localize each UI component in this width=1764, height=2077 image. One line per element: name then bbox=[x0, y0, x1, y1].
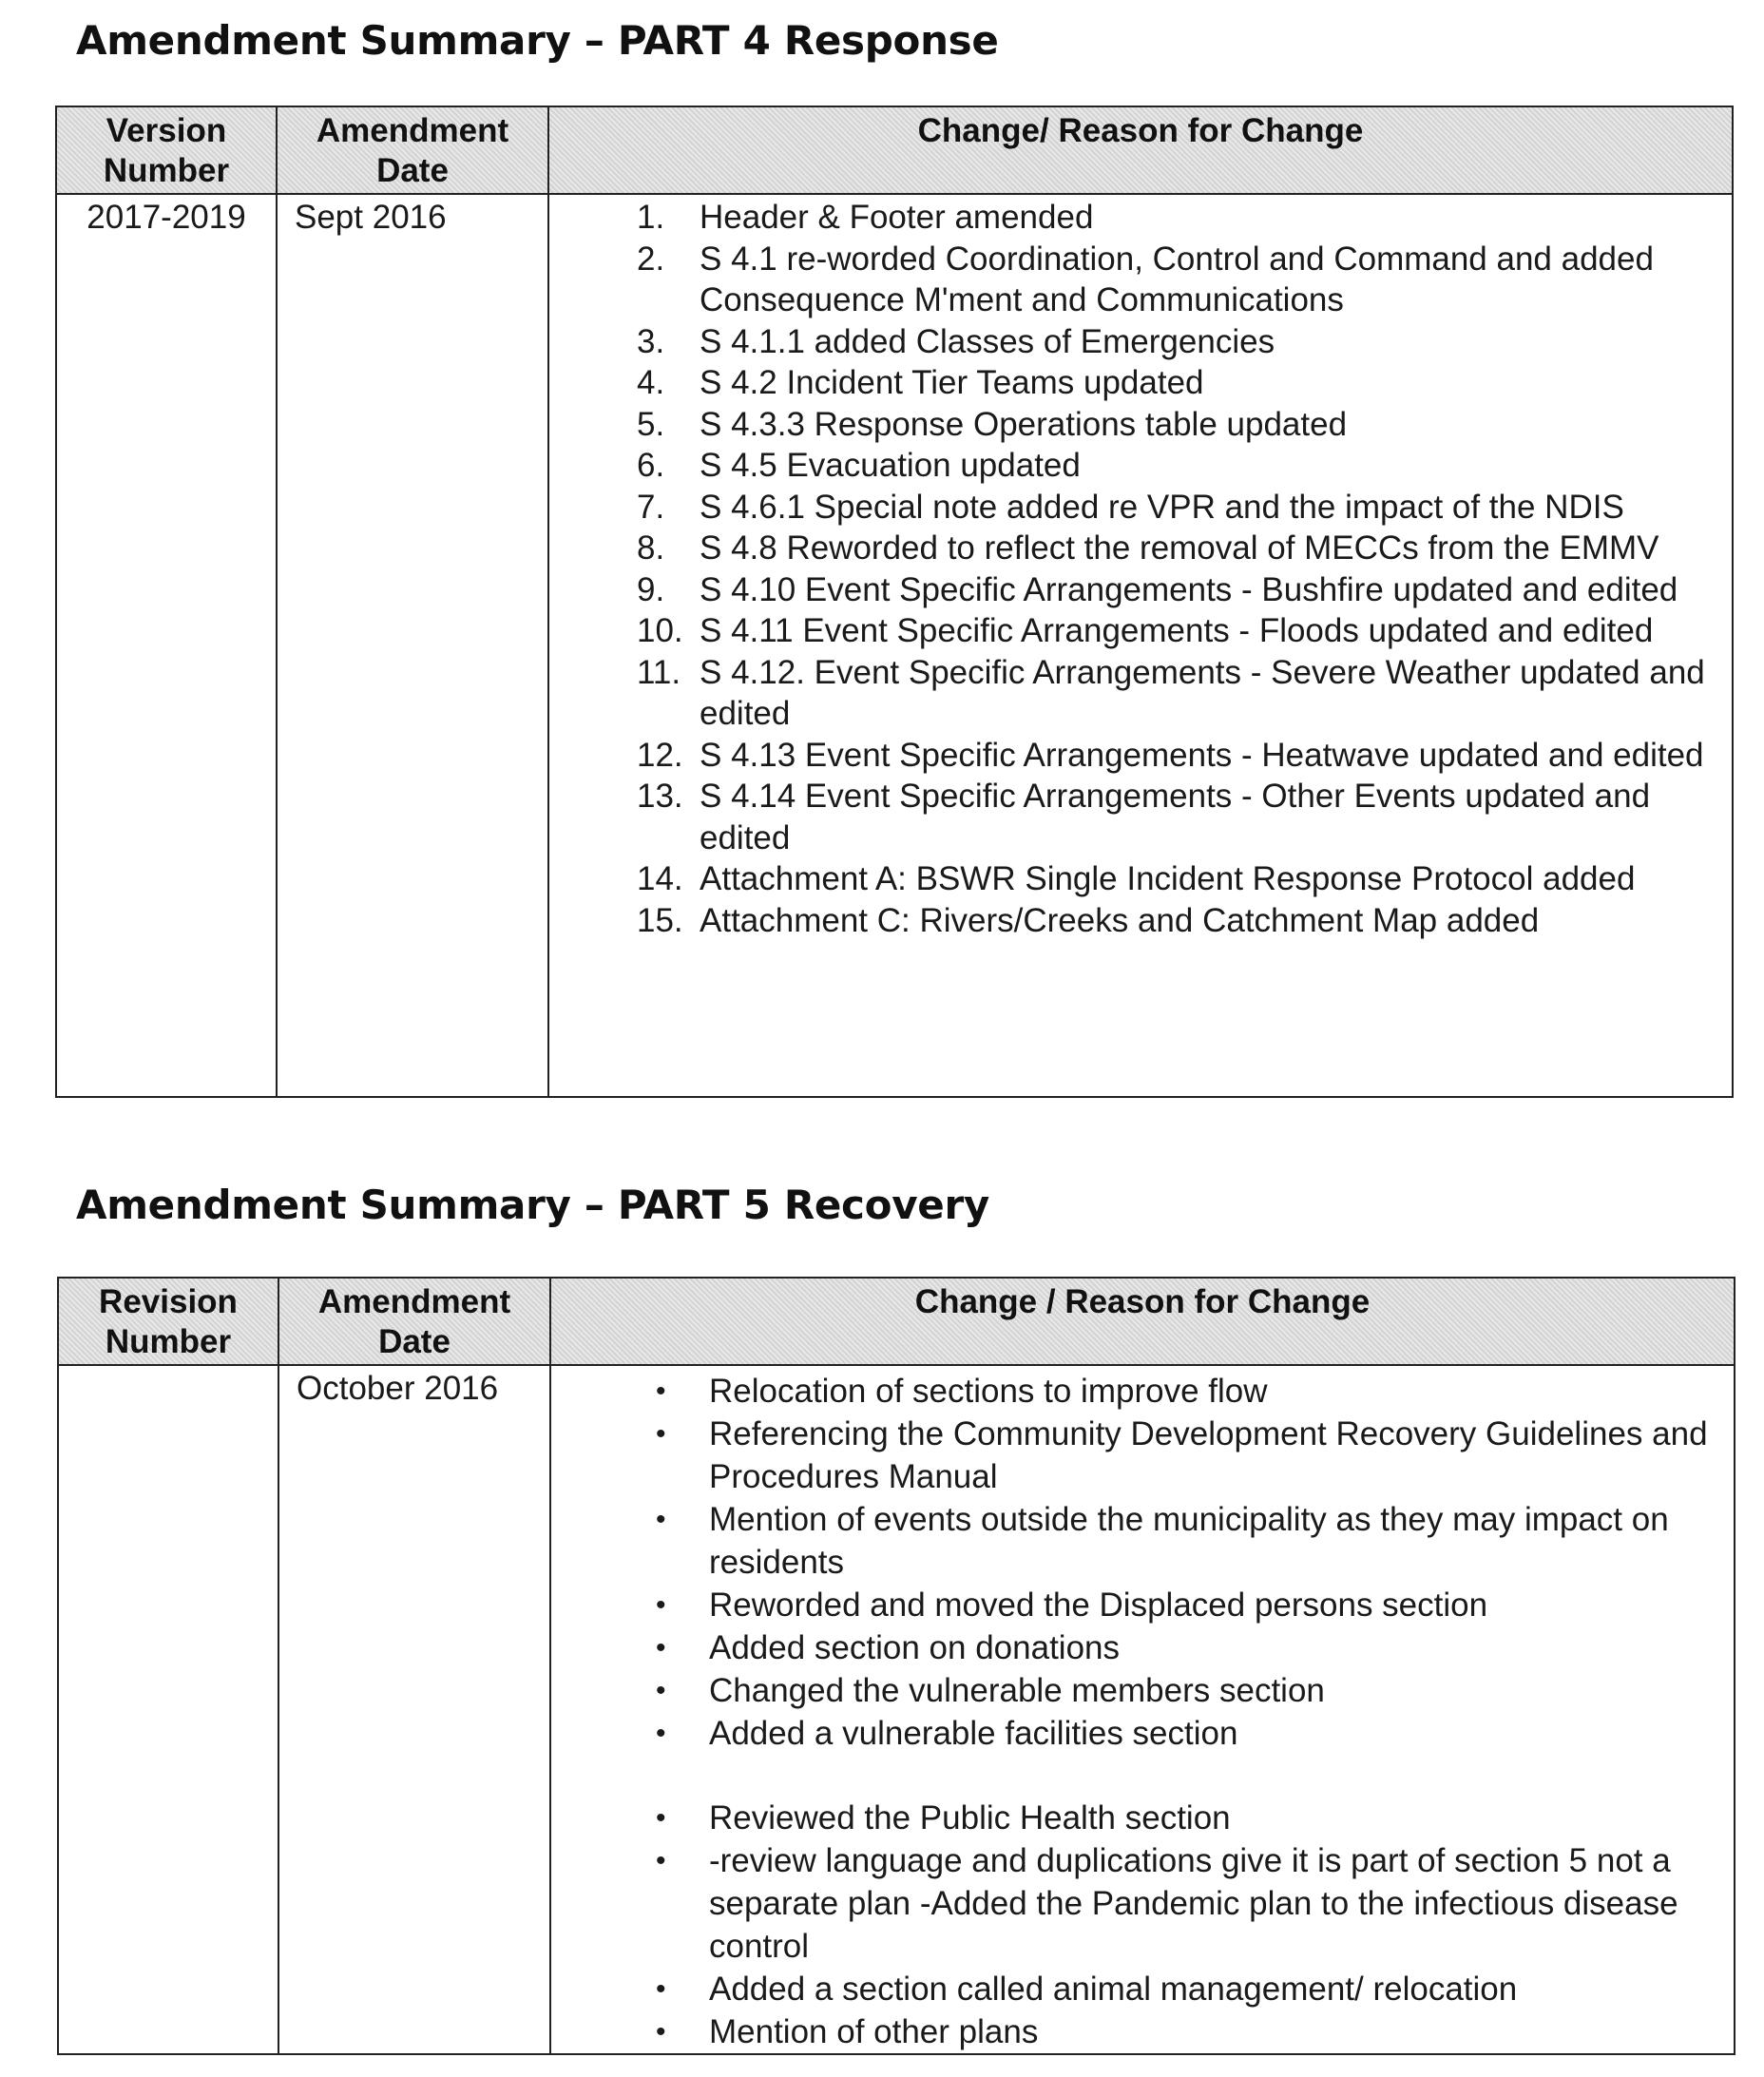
bullet-icon: • bbox=[656, 1973, 666, 2005]
list-item-number: 4. bbox=[637, 364, 665, 401]
part5-amendment-table bbox=[57, 1277, 1735, 2055]
part4-change-text: S 4.1.1 added Classes of Emergencies bbox=[700, 322, 1275, 360]
list-item-number: 7. bbox=[637, 488, 665, 526]
part4-data-row bbox=[56, 194, 1733, 1097]
part4-change-text: S 4.3.3 Response Operations table updated bbox=[700, 405, 1348, 443]
list-item-number: 3. bbox=[637, 322, 665, 360]
part4-change-item bbox=[637, 445, 1722, 487]
part5-change-item bbox=[656, 1413, 1724, 1498]
part4-change-item bbox=[637, 404, 1722, 446]
part4-change-item bbox=[637, 362, 1722, 404]
part5-header-change: Change / Reason for Change bbox=[550, 1278, 1735, 1365]
part4-change-item bbox=[637, 652, 1722, 735]
bullet-icon: • bbox=[656, 1504, 666, 1535]
part5-change-item bbox=[656, 1968, 1724, 2010]
list-item-number: 8. bbox=[637, 529, 665, 567]
part4-change-item bbox=[637, 321, 1722, 363]
part4-title: Amendment Summary – PART 4 Response bbox=[76, 17, 999, 64]
part5-change-text: Added a vulnerable facilities section bbox=[709, 1715, 1238, 1752]
part5-change-text: Reviewed the Public Health section bbox=[709, 1799, 1231, 1837]
part5-change-text: Mention of events outside the municipality as they may impact on residents bbox=[709, 1501, 1669, 1581]
part5-data-row bbox=[58, 1365, 1735, 2054]
part4-change-text: S 4.10 Event Specific Arrangements - Bushfire updated and edited bbox=[700, 570, 1678, 608]
part4-change-text: S 4.1 re-worded Coordination, Control and Command and added Consequence M'ment and Communications bbox=[700, 240, 1654, 318]
part5-header-date: Amendment Date bbox=[278, 1278, 550, 1365]
part4-change-text: S 4.14 Event Specific Arrangements - Other Events updated and edited bbox=[700, 778, 1651, 856]
part4-change-text: S 4.12. Event Specific Arrangements - Severe Weather updated and edited bbox=[700, 653, 1705, 732]
list-item-number: 2. bbox=[637, 240, 665, 278]
part4-change-text: S 4.6.1 Special note added re VPR and the impact of the NDIS bbox=[700, 488, 1624, 526]
list-item-number: 10. bbox=[637, 612, 683, 649]
bullet-icon: • bbox=[656, 1589, 666, 1621]
part4-change-item bbox=[637, 239, 1722, 321]
part5-change-item bbox=[656, 1839, 1724, 1968]
part5-change-list bbox=[551, 1366, 1734, 2053]
part5-change-cell bbox=[550, 1365, 1735, 2054]
part4-change-item bbox=[637, 487, 1722, 529]
part4-version-value: 2017-2019 bbox=[56, 194, 277, 1097]
part5-change-text: Changed the vulnerable members section bbox=[709, 1672, 1325, 1709]
part5-title: Amendment Summary – PART 5 Recovery bbox=[76, 1182, 989, 1228]
bullet-icon: • bbox=[656, 1375, 666, 1407]
part5-change-text: Relocation of sections to improve flow bbox=[709, 1373, 1268, 1410]
part4-change-text: S 4.2 Incident Tier Teams updated bbox=[700, 364, 1204, 401]
part5-change-text: -review language and duplications give it is part of section 5 not a separate plan -Added the Pandemic plan to the infectious disease control bbox=[709, 1842, 1678, 1965]
list-item-number: 15. bbox=[637, 901, 683, 939]
list-item-number: 14. bbox=[637, 860, 683, 897]
part5-change-text: Referencing the Community Development Recovery Guidelines and Procedures Manual bbox=[709, 1415, 1708, 1495]
part5-change-item bbox=[656, 2010, 1724, 2053]
part4-change-item bbox=[637, 610, 1722, 652]
part5-change-item bbox=[656, 1797, 1724, 1839]
part4-change-item bbox=[637, 569, 1722, 611]
part4-change-text: S 4.13 Event Specific Arrangements - Heatwave updated and edited bbox=[700, 736, 1704, 774]
part5-change-item bbox=[656, 1498, 1724, 1584]
list-item-number: 11. bbox=[637, 653, 681, 691]
part4-amendment-table bbox=[55, 106, 1734, 1098]
list-item-number: 13. bbox=[637, 778, 683, 815]
part4-change-list bbox=[549, 195, 1732, 941]
bullet-icon: • bbox=[656, 1632, 666, 1664]
part5-change-item bbox=[656, 1370, 1724, 1413]
part4-change-item bbox=[637, 900, 1722, 942]
part4-change-text: Attachment A: BSWR Single Incident Response Protocol added bbox=[700, 860, 1636, 897]
bullet-icon: • bbox=[656, 1675, 666, 1706]
part4-change-text: Header & Footer amended bbox=[700, 199, 1094, 236]
list-item-number: 12. bbox=[637, 736, 683, 774]
part5-change-item bbox=[656, 1712, 1724, 1755]
part4-header-change: Change/ Reason for Change bbox=[548, 106, 1733, 194]
part4-change-text: S 4.11 Event Specific Arrangements - Floods updated and edited bbox=[700, 612, 1654, 649]
part4-change-item bbox=[637, 776, 1722, 858]
part5-change-item bbox=[656, 1669, 1724, 1712]
bullet-icon: • bbox=[656, 1802, 666, 1834]
part5-change-text: Mention of other plans bbox=[709, 2013, 1039, 2050]
part4-date-value: Sept 2016 bbox=[277, 194, 548, 1097]
bullet-icon: • bbox=[656, 2016, 666, 2048]
bullet-icon: • bbox=[656, 1418, 666, 1450]
part4-change-text: Attachment C: Rivers/Creeks and Catchment Map added bbox=[700, 901, 1540, 939]
part5-change-item bbox=[656, 1584, 1724, 1626]
part5-date-value: October 2016 bbox=[278, 1365, 550, 2054]
part4-header-row bbox=[56, 106, 1733, 194]
part5-change-text: Added a section called animal management/ relocation bbox=[709, 1971, 1518, 2008]
part4-header-version: Version Number bbox=[56, 106, 277, 194]
part5-change-text: Reworded and moved the Displaced persons section bbox=[709, 1587, 1488, 1624]
part5-change-text: Added section on donations bbox=[709, 1629, 1120, 1666]
list-item-number: 6. bbox=[637, 447, 665, 484]
list-item-number: 9. bbox=[637, 570, 665, 608]
list-item-number: 5. bbox=[637, 405, 665, 443]
part4-change-item bbox=[637, 735, 1722, 777]
part4-header-date: Amendment Date bbox=[277, 106, 548, 194]
bullet-icon: • bbox=[656, 1718, 666, 1749]
bullet-icon: • bbox=[656, 1845, 666, 1876]
part5-change-item bbox=[656, 1626, 1724, 1669]
part4-change-cell bbox=[548, 194, 1733, 1097]
part4-change-item bbox=[637, 197, 1722, 239]
part4-change-item bbox=[637, 858, 1722, 900]
part4-change-item bbox=[637, 528, 1722, 569]
part4-change-text: S 4.8 Reworded to reflect the removal of MECCs from the EMMV bbox=[700, 529, 1659, 567]
list-item-number: 1. bbox=[637, 199, 665, 236]
part4-change-text: S 4.5 Evacuation updated bbox=[700, 447, 1081, 484]
part5-header-revision: Revision Number bbox=[58, 1278, 278, 1365]
part5-revision-value bbox=[58, 1365, 278, 2054]
part5-header-row bbox=[58, 1278, 1735, 1365]
